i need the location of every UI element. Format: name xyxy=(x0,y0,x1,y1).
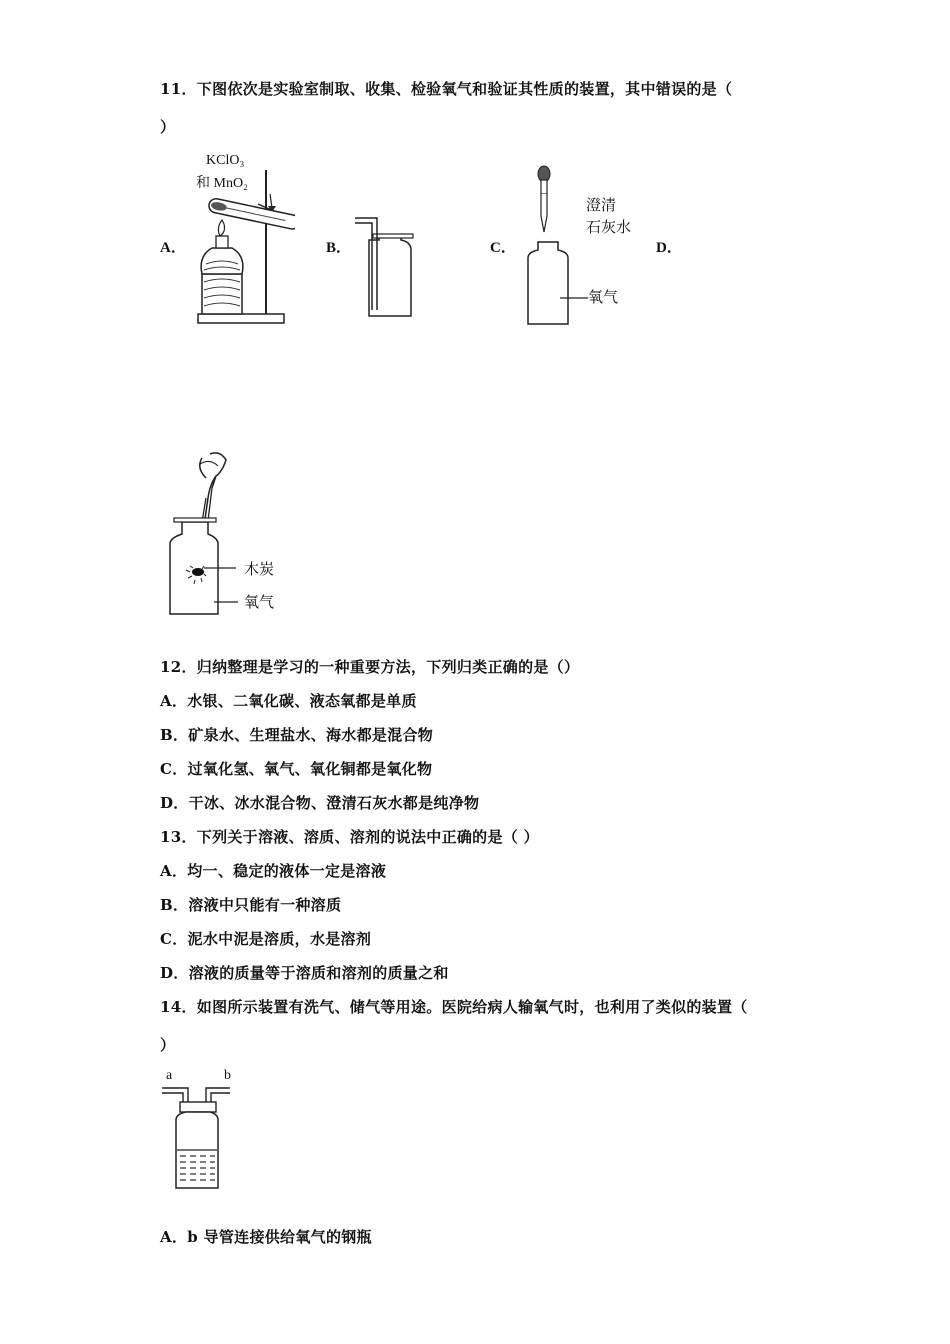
q11-figure-d-charcoal-bottle xyxy=(160,448,240,620)
q11-figure-a-reagent1: KClO₃ xyxy=(206,153,245,168)
q11-stem-line2: ） xyxy=(160,118,176,136)
q11-figure-c-label-oxygen: 氧气 xyxy=(588,288,619,306)
q11-figure-c-label-limewater: 石灰水 xyxy=(586,218,632,236)
q14-stem-line2: ） xyxy=(160,1036,176,1054)
q13-stem: 13．下列关于溶液、溶质、溶剂的说法中正确的是（ ） xyxy=(160,828,539,846)
q11-figure-c-dropper-bottle xyxy=(518,162,578,330)
q11-figure-d-pointer-charcoal xyxy=(204,566,238,570)
q13-option-b: B．溶液中只能有一种溶质 xyxy=(160,896,342,914)
q13-option-c: C．泥水中泥是溶质，水是溶剂 xyxy=(160,930,372,948)
q11-figure-a-reagent2: 和 MnO₂ xyxy=(196,176,248,191)
q11-option-c-label: C． xyxy=(490,240,516,256)
q11-option-a-label: A． xyxy=(160,240,186,256)
q14-figure-wash-bottle xyxy=(160,1084,240,1194)
q14-figure-label-b: b xyxy=(224,1068,231,1083)
q11-figure-d-label-oxygen: 氧气 xyxy=(244,593,275,611)
q12-option-c: C．过氧化氢、氧气、氧化铜都是氧化物 xyxy=(160,760,433,778)
q14-figure-label-a: a xyxy=(166,1068,173,1083)
q13-option-a: A．均一、稳定的液体一定是溶液 xyxy=(160,862,387,880)
q12-option-b: B．矿泉水、生理盐水、海水都是混合物 xyxy=(160,726,434,744)
q11-option-b-label: B． xyxy=(326,240,352,256)
q12-option-a: A．水银、二氧化碳、液态氧都是单质 xyxy=(160,692,417,710)
q11-option-d-label: D． xyxy=(656,240,682,256)
q11-figure-d-pointer-oxygen xyxy=(214,600,240,604)
q11-figure-b-collecting-bottle xyxy=(355,210,420,322)
q14-stem-line1: 14．如图所示装置有洗气、储气等用途。医院给病人输氧气时，也利用了类似的装置（ xyxy=(160,998,748,1016)
q11-stem-line1: 11．下图依次是实验室制取、收集、检验氧气和验证其性质的装置，其中错误的是（ xyxy=(160,80,733,98)
q11-figure-d-label-charcoal: 木炭 xyxy=(244,560,275,578)
q13-option-d: D．溶液的质量等于溶质和溶剂的质量之和 xyxy=(160,964,449,982)
q11-figure-c-pointer xyxy=(560,296,590,300)
q12-option-d: D．干冰、冰水混合物、澄清石灰水都是纯净物 xyxy=(160,794,480,812)
q12-stem: 12．归纳整理是学习的一种重要方法，下列归类正确的是（） xyxy=(160,658,580,676)
q11-figure-c-label-clear: 澄清 xyxy=(586,196,617,214)
q14-option-a: A．b 导管连接供给氧气的钢瓶 xyxy=(160,1228,372,1246)
